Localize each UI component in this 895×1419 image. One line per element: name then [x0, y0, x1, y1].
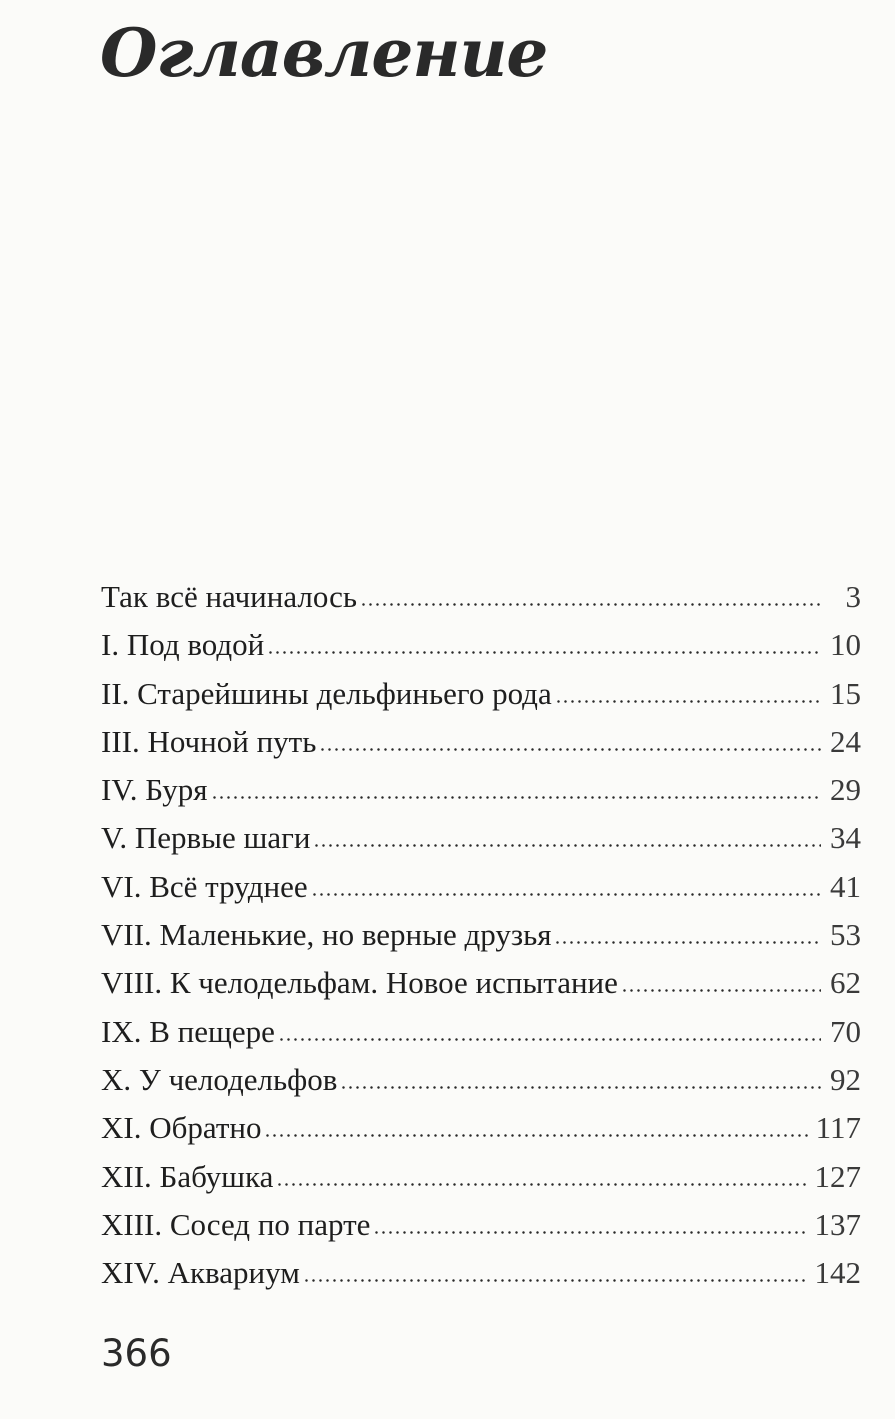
toc-entry — [101, 579, 861, 627]
dot-leader — [303, 1279, 809, 1282]
dot-leader — [319, 748, 821, 751]
toc-entry-title: Так всё начиналось — [101, 579, 358, 614]
toc-entry-title: XIII. Сосед по парте — [101, 1206, 371, 1242]
dot-leader — [360, 603, 821, 606]
dot-leader — [278, 1038, 821, 1041]
toc-entry — [101, 965, 861, 1013]
toc-entry-title: I. Под водой — [101, 627, 265, 663]
toc-entry-page: 127 — [814, 1158, 861, 1194]
toc-entry-title: VII. Маленькие, но верные друзья — [101, 917, 552, 953]
toc-entry-page: 70 — [830, 1013, 861, 1049]
toc-entry-page: 137 — [814, 1206, 861, 1242]
toc-entry — [101, 1255, 861, 1303]
toc-entry-page: 142 — [814, 1255, 861, 1291]
dot-leader — [311, 893, 821, 896]
toc-entry-page: 117 — [815, 1110, 861, 1146]
toc-entry-page: 10 — [830, 627, 861, 663]
toc-entry — [101, 676, 861, 724]
dot-leader — [555, 700, 821, 703]
toc-entry-title: IV. Буря — [101, 772, 208, 808]
toc-entry-page: 92 — [830, 1061, 861, 1097]
page-title: Оглавление — [100, 14, 548, 92]
dot-leader — [340, 1086, 821, 1089]
toc-entry-title: II. Старейшины дельфиньего рода — [101, 675, 552, 711]
toc-entry — [101, 1014, 861, 1062]
toc-entry — [101, 917, 861, 965]
toc-entry-title: XI. Обратно — [101, 1110, 262, 1146]
dot-leader — [554, 941, 821, 944]
toc-entry — [101, 1207, 861, 1255]
page-number: 366 — [101, 1332, 172, 1375]
toc-entry-page: 3 — [845, 579, 861, 614]
toc-entry — [101, 772, 861, 820]
toc-entry-page: 15 — [830, 675, 861, 711]
toc-entry-title: V. Первые шаги — [101, 820, 311, 856]
toc-entry-page: 62 — [830, 965, 861, 1001]
toc-entry-title: III. Ночной путь — [101, 723, 317, 759]
dot-leader — [211, 796, 821, 799]
toc-entry-title: X. У челодельфов — [101, 1061, 338, 1097]
toc-entry — [101, 1062, 861, 1110]
toc-entry — [101, 1159, 861, 1207]
toc-entry — [101, 820, 861, 868]
toc-entry — [101, 724, 861, 772]
dot-leader — [276, 1183, 808, 1186]
dot-leader — [264, 1134, 809, 1137]
toc-entry — [101, 1110, 861, 1158]
toc-entry-page: 34 — [830, 820, 861, 856]
toc-entry-page: 24 — [830, 723, 861, 759]
dot-leader — [621, 989, 821, 992]
dot-leader — [373, 1231, 808, 1234]
toc-entry-page: 41 — [830, 868, 861, 904]
dot-leader — [313, 844, 821, 847]
toc-entry-title: IX. В пещере — [101, 1013, 275, 1049]
toc-entry-page: 53 — [830, 917, 861, 953]
toc-entry-page: 29 — [830, 772, 861, 808]
toc-entry — [101, 627, 861, 675]
toc-entry — [101, 869, 861, 917]
dot-leader — [267, 651, 821, 654]
toc-entry-title: XIV. Аквариум — [101, 1255, 300, 1291]
table-of-contents — [101, 579, 861, 1303]
toc-entry-title: VI. Всё труднее — [101, 868, 308, 904]
toc-entry-title: VIII. К челодельфам. Новое испытание — [101, 965, 618, 1001]
toc-entry-title: XII. Бабушка — [101, 1158, 274, 1194]
